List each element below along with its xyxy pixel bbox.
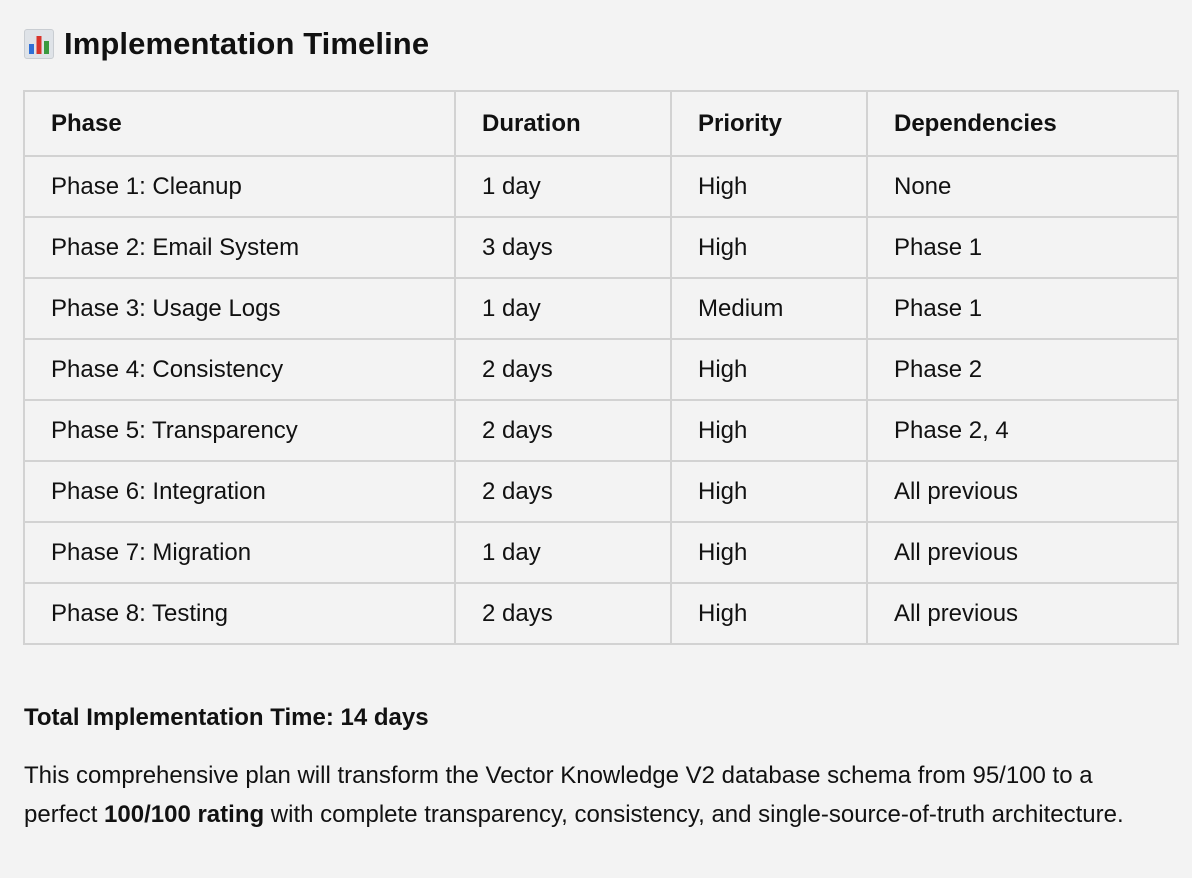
dependencies-cell: Phase 1 [867, 217, 1178, 278]
duration-cell: 2 days [455, 461, 671, 522]
total-implementation-time: Total Implementation Time: 14 days [24, 704, 429, 731]
table-row [24, 522, 1178, 583]
phase-cell: Phase 3: Usage Logs [24, 278, 455, 339]
dependencies-cell: Phase 2 [867, 339, 1178, 400]
column-header-dependencies: Dependencies [867, 91, 1178, 156]
dependencies-cell: All previous [867, 461, 1178, 522]
summary-text-before: This comprehensive plan will transform the Vector Knowledge V2 database schema from 95/100 to a perfect [24, 762, 1093, 828]
summary-text-after: with complete transparency, consistency, and single-source-of-truth architecture. [264, 801, 1124, 828]
column-header-phase: Phase [24, 91, 455, 156]
priority-cell: High [671, 522, 867, 583]
duration-cell: 2 days [455, 339, 671, 400]
phase-cell: Phase 5: Transparency [24, 400, 455, 461]
priority-cell: High [671, 583, 867, 644]
table-row [24, 278, 1178, 339]
bar-chart-icon [24, 29, 54, 59]
priority-cell: High [671, 339, 867, 400]
phase-cell: Phase 1: Cleanup [24, 156, 455, 217]
table-row [24, 339, 1178, 400]
phase-cell: Phase 2: Email System [24, 217, 455, 278]
priority-cell: Medium [671, 278, 867, 339]
table-row [24, 461, 1178, 522]
duration-cell: 1 day [455, 278, 671, 339]
table-row [24, 217, 1178, 278]
priority-cell: High [671, 461, 867, 522]
column-header-priority: Priority [671, 91, 867, 156]
priority-cell: High [671, 217, 867, 278]
page-title: Implementation Timeline [64, 26, 430, 61]
table-header-row [24, 91, 1178, 156]
duration-cell: 1 day [455, 522, 671, 583]
table-row [24, 156, 1178, 217]
duration-cell: 2 days [455, 400, 671, 461]
dependencies-cell: Phase 2, 4 [867, 400, 1178, 461]
timeline-table [23, 90, 1179, 645]
dependencies-cell: None [867, 156, 1178, 217]
phase-cell: Phase 4: Consistency [24, 339, 455, 400]
dependencies-cell: All previous [867, 583, 1178, 644]
dependencies-cell: All previous [867, 522, 1178, 583]
phase-cell: Phase 6: Integration [24, 461, 455, 522]
duration-cell: 1 day [455, 156, 671, 217]
duration-cell: 3 days [455, 217, 671, 278]
table-row [24, 583, 1178, 644]
priority-cell: High [671, 400, 867, 461]
dependencies-cell: Phase 1 [867, 278, 1178, 339]
priority-cell: High [671, 156, 867, 217]
duration-cell: 2 days [455, 583, 671, 644]
phase-cell: Phase 8: Testing [24, 583, 455, 644]
phase-cell: Phase 7: Migration [24, 522, 455, 583]
summary-paragraph [24, 756, 1124, 834]
summary-rating-bold: 100/100 rating [104, 801, 265, 828]
section-heading [24, 20, 429, 68]
table-row [24, 400, 1178, 461]
column-header-duration: Duration [455, 91, 671, 156]
